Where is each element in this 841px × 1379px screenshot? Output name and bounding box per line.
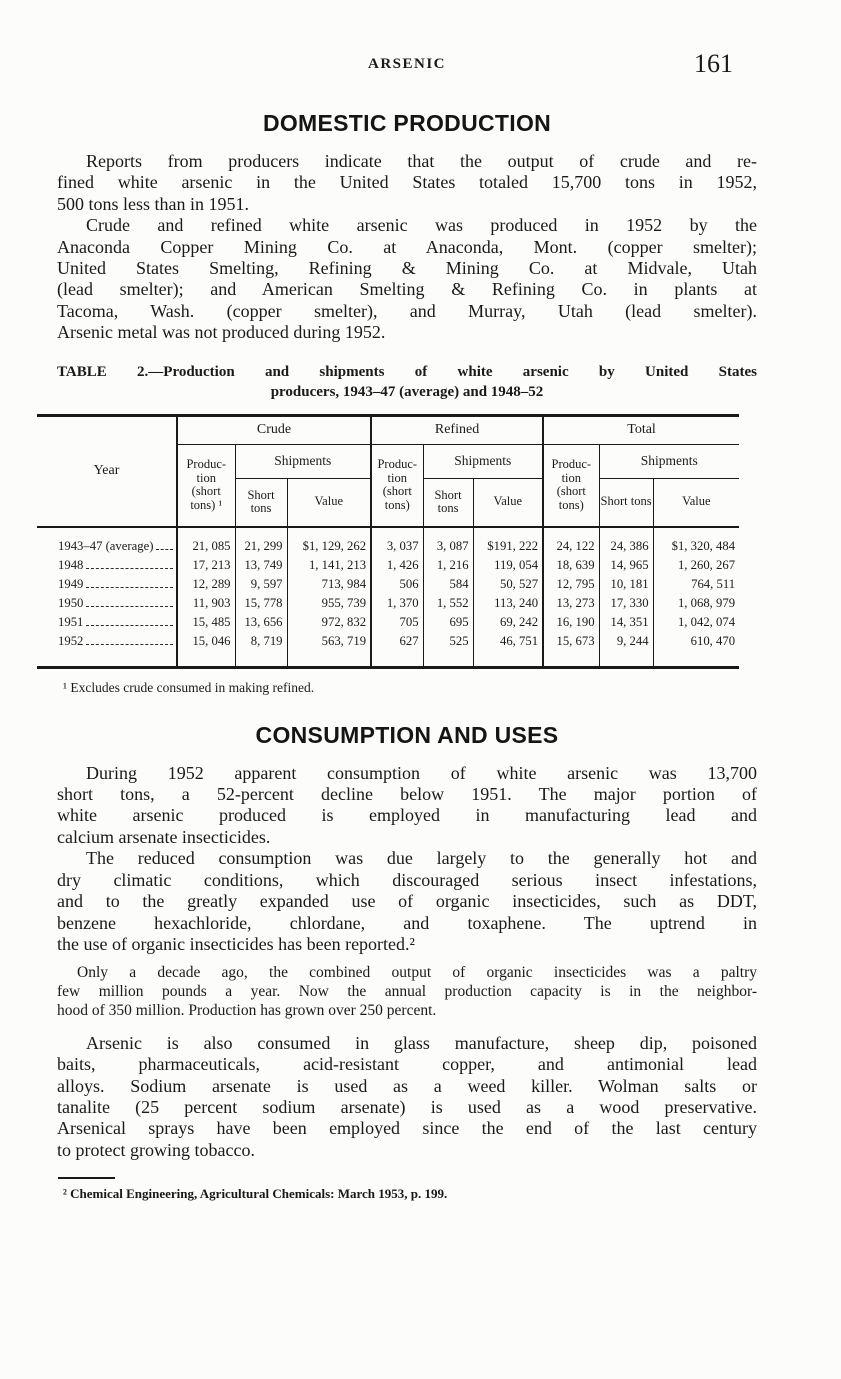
text-line: few million pounds a year. Now the annual production capacity is in the neighbor- xyxy=(57,983,757,1001)
table-caption-line2: producers, 1943–47 (average) and 1948–52 xyxy=(270,383,544,400)
paragraph-small-print-insecticides xyxy=(57,964,757,1020)
dot-leader xyxy=(86,625,173,626)
section-heading-consumption-uses: CONSUMPTION AND USES xyxy=(255,721,559,748)
table-cell-year xyxy=(37,527,177,554)
col-group-crude: Crude xyxy=(177,415,371,444)
text-line: tion xyxy=(561,470,582,485)
table-cell: 16, 190 xyxy=(543,611,599,630)
table-cell: 584 xyxy=(423,573,473,592)
text-line: to protect growing tobacco. xyxy=(57,1139,255,1160)
text-line: dry climatic conditions, which discouraged serious insect infestations, xyxy=(57,869,757,890)
text-line: Produc- xyxy=(551,457,592,472)
table-cell: 695 xyxy=(423,611,473,630)
col-header-value: Value xyxy=(473,478,543,527)
table-cell: 12, 289 xyxy=(177,573,235,592)
text-line: hood of 350 million. Production has grown over 250 percent. xyxy=(57,1001,437,1019)
text-line: benzene hexachloride, chlordane, and toxaphene. The uptrend in xyxy=(57,912,757,933)
table-cell: 3, 037 xyxy=(371,527,423,554)
text-line: (lead smelter); and American Smelting & Refining Co. in plants at xyxy=(57,279,757,300)
col-header-production-refined xyxy=(371,444,423,527)
year-label: 1948 xyxy=(58,557,84,572)
text-line: United States Smelting, Refining & Mining Co. at Midvale, Utah xyxy=(57,258,757,279)
table-cell: 506 xyxy=(371,573,423,592)
table-footnote: ¹ Excludes crude consumed in making refined. xyxy=(63,679,315,695)
table-cell: 610, 470 xyxy=(690,633,736,648)
table-caption xyxy=(57,362,757,402)
text-line: tons) ¹ xyxy=(190,497,223,512)
table-caption-line1: TABLE 2.—Production and shipments of white arsenic by United States xyxy=(57,363,757,380)
text-line: Produc- xyxy=(377,457,418,472)
page-header xyxy=(57,49,757,90)
table-row xyxy=(37,611,739,630)
text-line: tion xyxy=(196,470,216,485)
table-cell: 15, 485 xyxy=(177,611,235,630)
table-cell: 764, 511 xyxy=(691,576,736,591)
table-cell: 24, 122 xyxy=(543,527,599,554)
year-label: 1952 xyxy=(58,633,84,648)
table-cell: 9, 597 xyxy=(235,573,287,592)
text-line: The reduced consumption was due largely to the generally hot and xyxy=(86,848,757,869)
table-cell: 69, 242 xyxy=(473,611,543,630)
table-cell: 11, 903 xyxy=(177,592,235,611)
col-header-production-crude xyxy=(177,444,235,527)
table-cell: 13, 749 xyxy=(235,554,287,573)
table-cell: 563, 719 xyxy=(287,630,371,668)
text-line: Only a decade ago, the combined output of organic insecticides was a paltry xyxy=(77,964,757,982)
table-cell: 1, 370 xyxy=(371,592,423,611)
table-cell: 46, 751 xyxy=(473,630,543,668)
text-line: tanalite (25 percent sodium arsenate) is used as a wood preservative. xyxy=(57,1096,757,1117)
table-cell: 1, 426 xyxy=(371,554,423,573)
text-line: the use of organic insecticides has been reported.² xyxy=(57,933,415,954)
col-header-shipments-total: Shipments xyxy=(599,444,739,478)
table-cell: 18, 639 xyxy=(543,554,599,573)
text-line: white arsenic produced is employed in manufacturing lead and xyxy=(57,805,757,826)
dot-leader xyxy=(86,568,173,569)
year-label: 1950 xyxy=(58,595,84,610)
running-head: ARSENIC xyxy=(367,56,446,72)
year-label: 1949 xyxy=(58,576,84,591)
dot-leader xyxy=(86,606,173,607)
col-header-short-tons: Short tons xyxy=(599,478,653,527)
text-line: baits, pharmaceuticals, acid-resistant copper, and antimonial lead xyxy=(57,1054,757,1075)
table-cell: 17, 213 xyxy=(177,554,235,573)
text-line: tion xyxy=(387,470,407,485)
text-line: (short xyxy=(191,484,221,499)
table-cell: 119, 054 xyxy=(473,554,543,573)
page-footnote: ² Chemical Engineering, Agricultural Chemicals: March 1953, p. 199. xyxy=(63,1186,448,1202)
col-header-shipments-crude: Shipments xyxy=(235,444,371,478)
section-heading-domestic-production: DOMESTIC PRODUCTION xyxy=(262,110,552,136)
col-group-total: Total xyxy=(543,415,739,444)
table-cell: $191, 222 xyxy=(473,527,543,554)
production-shipments-table xyxy=(37,414,739,669)
text-line: Reports from producers indicate that the output of crude and re- xyxy=(86,151,757,171)
text-line: Arsenic is also consumed in glass manufacture, sheep dip, poisoned xyxy=(86,1032,757,1053)
table-cell: 705 xyxy=(371,611,423,630)
col-header-year: Year xyxy=(37,415,177,527)
table-cell: 21, 299 xyxy=(235,527,287,554)
dot-leader xyxy=(156,549,173,550)
text-line: Produc- xyxy=(186,457,227,472)
col-header-value: Value xyxy=(653,478,739,527)
text-line: and to the greatly expanded use of organic insecticides, such as DDT, xyxy=(57,891,757,912)
col-header-short-tons: Short tons xyxy=(423,478,473,527)
table-cell: 50, 527 xyxy=(473,573,543,592)
text-line: alloys. Sodium arsenate is used as a weed killer. Wolman salts or xyxy=(57,1075,757,1096)
text-line: (short xyxy=(556,484,586,499)
paragraph-consumption-1952 xyxy=(57,763,757,849)
table-cell: 13, 273 xyxy=(543,592,599,611)
paragraph-other-uses xyxy=(57,1033,757,1161)
table-cell: 14, 965 xyxy=(599,554,653,573)
table-cell: 955, 739 xyxy=(287,592,371,611)
table-cell-year xyxy=(37,573,177,592)
text-line: short tons, a 52-percent decline below 1951. The major portion of xyxy=(57,784,757,805)
table-row xyxy=(37,592,739,611)
col-header-short-tons: Short tons xyxy=(235,478,287,527)
table-cell: 9, 244 xyxy=(599,630,653,668)
table-cell: 10, 181 xyxy=(599,573,653,592)
year-label: 1943–47 (average) xyxy=(58,538,154,553)
table-cell: $1, 320, 484 xyxy=(671,538,736,553)
paragraph-producers xyxy=(57,215,757,343)
table-cell: 15, 778 xyxy=(235,592,287,611)
text-line: During 1952 apparent consumption of white arsenic was 13,700 xyxy=(86,762,757,783)
text-line: 500 tons less than in 1951. xyxy=(57,193,249,214)
text-line: calcium arsenate insecticides. xyxy=(57,826,271,847)
text-line: Arsenical sprays have been employed since the end of the last century xyxy=(57,1118,757,1139)
text-line: Tacoma, Wash. (copper smelter), and Murray, Utah (lead smelter). xyxy=(57,300,757,321)
table-cell: 8, 719 xyxy=(235,630,287,668)
table-cell: $1, 129, 262 xyxy=(287,527,371,554)
text-line: Anaconda Copper Mining Co. at Anaconda, Mont. (copper smelter); xyxy=(57,236,757,257)
text-line: fined white arsenic in the United States totaled 15,700 tons in 1952, xyxy=(57,172,757,193)
table-cell-year xyxy=(37,592,177,611)
paragraph-output-summary xyxy=(57,151,757,215)
col-header-production-total xyxy=(543,444,599,527)
table-cell: 15, 046 xyxy=(177,630,235,668)
col-header-value: Value xyxy=(287,478,371,527)
table-row xyxy=(37,573,739,592)
table-cell-year xyxy=(37,611,177,630)
text-line: tons) xyxy=(384,497,410,512)
dot-leader xyxy=(86,644,173,645)
table-cell: 1, 216 xyxy=(423,554,473,573)
table-cell: 1, 042, 074 xyxy=(677,614,736,629)
text-line: Arsenic metal was not produced during 1952. xyxy=(57,322,386,343)
year-label: 1951 xyxy=(58,614,84,629)
text-line: tons) xyxy=(558,497,584,512)
table-cell: 1, 552 xyxy=(423,592,473,611)
paragraph-reduced-consumption xyxy=(57,848,757,955)
table-cell-year xyxy=(37,554,177,573)
table-cell: 3, 087 xyxy=(423,527,473,554)
table-row xyxy=(37,630,739,668)
table-row xyxy=(37,527,739,554)
col-header-shipments-refined: Shipments xyxy=(423,444,543,478)
page-number: 161 xyxy=(694,49,733,78)
table-cell: 12, 795 xyxy=(543,573,599,592)
table-cell: 17, 330 xyxy=(599,592,653,611)
table-cell: 713, 984 xyxy=(287,573,371,592)
table-cell: 15, 673 xyxy=(543,630,599,668)
table-cell: 1, 260, 267 xyxy=(677,557,736,572)
dot-leader xyxy=(86,587,173,588)
table-cell: 972, 832 xyxy=(287,611,371,630)
table-cell: 14, 351 xyxy=(599,611,653,630)
table-cell: 1, 141, 213 xyxy=(287,554,371,573)
table-cell: 1, 068, 979 xyxy=(677,595,736,610)
table-cell: 113, 240 xyxy=(473,592,543,611)
table-cell: 21, 085 xyxy=(177,527,235,554)
text-line: (short xyxy=(382,484,412,499)
footnote-rule xyxy=(58,1177,115,1179)
text-line: Crude and refined white arsenic was produced in 1952 by the xyxy=(86,215,757,236)
table-cell-year xyxy=(37,630,177,668)
table-cell: 525 xyxy=(423,630,473,668)
table-cell: 24, 386 xyxy=(599,527,653,554)
table-row xyxy=(37,554,739,573)
col-group-refined: Refined xyxy=(371,415,543,444)
table-cell: 627 xyxy=(371,630,423,668)
table-cell: 13, 656 xyxy=(235,611,287,630)
